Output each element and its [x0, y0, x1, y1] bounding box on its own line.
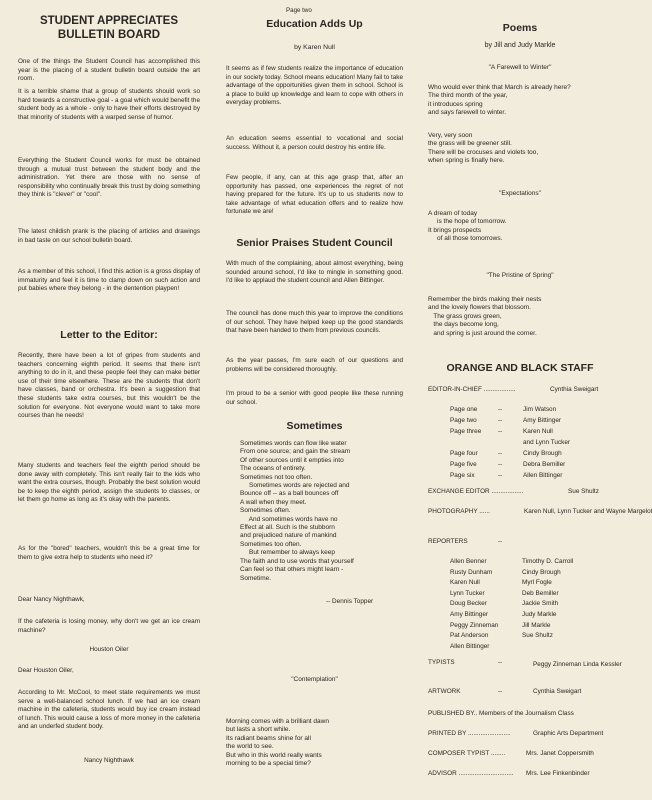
- page-label: Page four: [450, 450, 478, 457]
- reporter-name: Myrl Fogle: [522, 579, 552, 587]
- article-paragraph: It is a terrible shame that a group of students should work so hard towards a constructive goal - a goal which would benefit the student body as a whole - only to have their efforts destroyed by that minority of students with a warped sense of humor.: [18, 88, 200, 121]
- reporter-name: Allen Bittinger: [450, 642, 490, 650]
- reporter-name: Judy Markle: [522, 611, 557, 618]
- article-paragraph: As a member of this school, I find this action is a gross display of immaturity and feel it is time to clamp down on such action and put babies where they belong - in the dentention playpen!: [18, 268, 200, 293]
- salutation: Dear Houston Oiler,: [18, 667, 74, 674]
- staff-label: EXCHANGE EDITOR ..................: [428, 488, 524, 495]
- staff-label: PHOTOGRAPHY ......: [428, 508, 490, 515]
- page-editor-name: Debra Bemiller: [523, 461, 566, 468]
- reporter-name: Karen Null: [450, 579, 480, 587]
- staff-name: Sue Shultz: [568, 488, 599, 495]
- dash: --: [498, 688, 503, 695]
- page-editor-name: Jim Watson: [523, 406, 557, 413]
- headline-bulletin-board-1: STUDENT APPRECIATES: [39, 15, 178, 27]
- reporter-name: Doug Becker: [450, 600, 487, 608]
- dash: --: [498, 406, 503, 413]
- page-editor-name: Cindy Brough: [523, 450, 562, 457]
- page-label: Page three: [450, 428, 482, 435]
- staff-label: REPORTERS: [428, 538, 468, 545]
- poem-body: A dream of today is the hope of tomorrow. It brings prospects of all those tomorrows.: [428, 210, 507, 243]
- page-label: Page one: [450, 406, 478, 413]
- reporter-name: Peggy Zinneman: [450, 621, 499, 629]
- page-editor-name: and Lynn Tucker: [523, 439, 571, 446]
- article-paragraph: It seems as if few students realize the importance of education in our society today. School means education! Many fail to take advantage of the opportunities given them in school. School is a place to build up knowledge and learn to cope with others in everyday problems.: [226, 65, 403, 107]
- staff-name: Karen Null, Lynn Tucker and Wayne Margelot: [524, 508, 652, 515]
- staff-label: PRINTED BY ........................: [428, 730, 511, 737]
- article-paragraph: The latest childish prank is the placing of articles and drawings in bad taste on our school bulletin board.: [18, 228, 200, 244]
- dash: --: [498, 450, 503, 457]
- reporter-name: Allen Benner: [450, 558, 487, 565]
- published-by: PUBLISHED BY.. Members of the Journalism Class: [428, 710, 574, 717]
- reporter-name: Lynn Tucker: [450, 589, 485, 597]
- reporter-name: Jill Markle: [522, 621, 551, 629]
- poem-title: "The Pristine of Spring": [486, 272, 554, 279]
- article-paragraph: With much of the complaining, about almost everything, being sounded around school, I'd like to mingle in something good. I'd like to applaud the student council and Allen Bittinger.: [226, 260, 403, 285]
- dash: --: [498, 461, 503, 468]
- article-paragraph: One of the things the Student Council has accomplished this year is the placing of a student bulletin board outside the art room.: [18, 58, 200, 83]
- poem-title: "A Farewell to Winter": [488, 64, 552, 71]
- headline-education: Education Adds Up: [266, 18, 363, 30]
- reporter-name: Pat Anderson: [450, 632, 489, 640]
- reporter-name: Cindy Brough: [522, 568, 561, 576]
- staff-name: Cynthia Sweigart: [550, 386, 599, 393]
- dash: --: [498, 659, 503, 666]
- reporter-name: Deb Bemiller: [522, 589, 559, 597]
- page-label: Page six: [450, 472, 475, 479]
- letter-heading: Letter to the Editor:: [60, 329, 158, 341]
- signature: Nancy Nighthawk: [84, 757, 134, 764]
- staff-name: Cynthia Sweigart: [533, 688, 582, 695]
- staff-label: ARTWORK: [428, 688, 461, 695]
- dash: --: [498, 417, 503, 424]
- staff-heading: ORANGE AND BLACK STAFF: [446, 362, 594, 374]
- staff-name: Graphic Arts Department: [533, 730, 604, 737]
- reporter-name: Timothy D. Carroll: [522, 558, 574, 565]
- headline-bulletin-board-2: BULLETIN BOARD: [57, 29, 161, 41]
- reporter-name: Amy Bittinger: [450, 611, 489, 618]
- poem-body: Very, very soon the grass will be greener still. There will be crocuses and violets too, when spring is finally here.: [428, 132, 539, 165]
- article-paragraph: I'm proud to be a senior with good people like these running our school.: [226, 390, 403, 406]
- page-editor-name: Karen Null: [523, 428, 553, 435]
- article-paragraph: An education seems essential to vocational and social success. Without it, a person could destroy his entire life.: [226, 135, 403, 151]
- poem-body: Sometimes words can flow like water From one source; and gain the stream Of other sources until it empties into The oceans of entirety. Sometimes not too often. Sometimes words are rejected and Bounce off -- as a ball bounces off A wall when they meet. Sometimes often. And sometimes words have no Effect at all. Such is the stubborn and prejudiced nature of mankind Sometimes too often. But remember to always keep The faith and to use words that yourself Can feel so that others might learn - Sometime.: [240, 440, 354, 582]
- page-label: Page two: [450, 417, 477, 424]
- reporter-name: Sue Shultz: [522, 632, 553, 640]
- poem-title-contemplation: "Contemplation": [291, 676, 338, 683]
- letter-paragraph: As for the "bored" teachers, wouldn't this be a great time for them to give extra help to students who need it?: [18, 545, 200, 561]
- poem-body: Remember the birds making their nests and the lovely flowers that blossom. The grass grows green, the days become long, and spring is just around the corner.: [428, 296, 542, 337]
- reporter-name: Rusty Dunham: [450, 568, 493, 576]
- article-paragraph: The council has done much this year to improve the conditions of our school. They have helped keep up the good standards that have been handed to them from previous councils.: [226, 310, 403, 335]
- headline-poems: Poems: [502, 22, 538, 34]
- poem-author: -- Dennis Topper: [326, 598, 374, 605]
- page-label: Page five: [450, 461, 477, 468]
- page-editor-name: Amy Bittinger: [523, 417, 562, 424]
- article-paragraph: As the year passes, I'm sure each of our questions and problems will be considered thoroughly.: [226, 357, 403, 373]
- byline: by Karen Null: [294, 44, 335, 51]
- letter-paragraph: Recently, there have been a lot of gripes from students and teachers concerning eighth period. It seems that there isn't anything to do in it, and these people feel they can make better use of their time elsewhere. These are the students that don't have classes, band or orchestra. It's been a suggestion that these students take extra courses, but this wouldn't be the solution for everyone. Not everyone would want to take more courses than he needs!: [18, 352, 200, 420]
- letter-paragraph: According to Mr. McCool, to meet state requirements we must serve a well-balanced school lunch. If we had an ice cream machine in the cafeteria, students would buy ice cream instead of lunch. This would cause a loss of more money in the cafeteria and an underfed student body.: [18, 689, 200, 731]
- poem-body: Who would ever think that March is already here? The third month of the year, it introduces spring and says farewell to winter.: [428, 84, 571, 117]
- dash: --: [498, 428, 503, 435]
- salutation: Dear Nancy Nighthawk,: [18, 596, 85, 603]
- staff-name: Mrs. Lee Finkenbinder: [526, 770, 590, 777]
- headline-senior-praises: Senior Praises Student Council: [236, 237, 393, 249]
- staff-label: TYPISTS: [428, 659, 455, 666]
- staff-label: COMPOSER TYPIST ........: [428, 750, 506, 757]
- poem-title-sometimes: Sometimes: [286, 420, 343, 432]
- dash: --: [498, 472, 503, 479]
- poem-title: "Expectations": [499, 190, 541, 197]
- letter-paragraph: If the cafeteria is losing money, why don't we get an ice cream machine?: [18, 618, 200, 634]
- page-number: Page two: [286, 7, 312, 14]
- dash: --: [498, 538, 503, 545]
- staff-label: EDITOR-IN-CHIEF ..................: [428, 386, 516, 393]
- letter-paragraph: Many students and teachers feel the eighth period should be done away with completely. This isn't really fair to the kids who want the extra courses, though. Probably the best solution would be to keep the eighth period, assign the students to classes, or let them go home as long as it's okay with the parents.: [18, 462, 200, 504]
- signature: Houston Oiler: [89, 646, 129, 653]
- staff-label: ADVISOR ...............................: [428, 770, 514, 777]
- staff-name: Mrs. Janet Coppersmith: [526, 750, 594, 757]
- article-paragraph: Few people, if any, can at this age grasp that, after an opportunity has passed, one experiences the regret of not having prepared for the future. It's up to us students now to take advantage of what education offers and to realize how fortunate we are!: [226, 174, 403, 216]
- staff-name: Peggy Zinneman Linda Kessler: [533, 661, 622, 668]
- page-editor-name: Allen Bittinger: [523, 472, 563, 479]
- reporter-name: Jackie Smith: [522, 600, 559, 608]
- article-paragraph: Everything the Student Council works for must be obtained through a mutual trust between the student body and the administration. Yet there are those with no sense of responsibility who continually break this trust by doing something they think is "clever" or "cool".: [18, 157, 200, 199]
- byline: by Jill and Judy Markle: [484, 42, 556, 49]
- poem-body: Morning comes with a brilliant dawn but lasts a short while. Its radiant beams shine for all the world to see. But who in this world really wants morning to be a special time?: [226, 718, 329, 768]
